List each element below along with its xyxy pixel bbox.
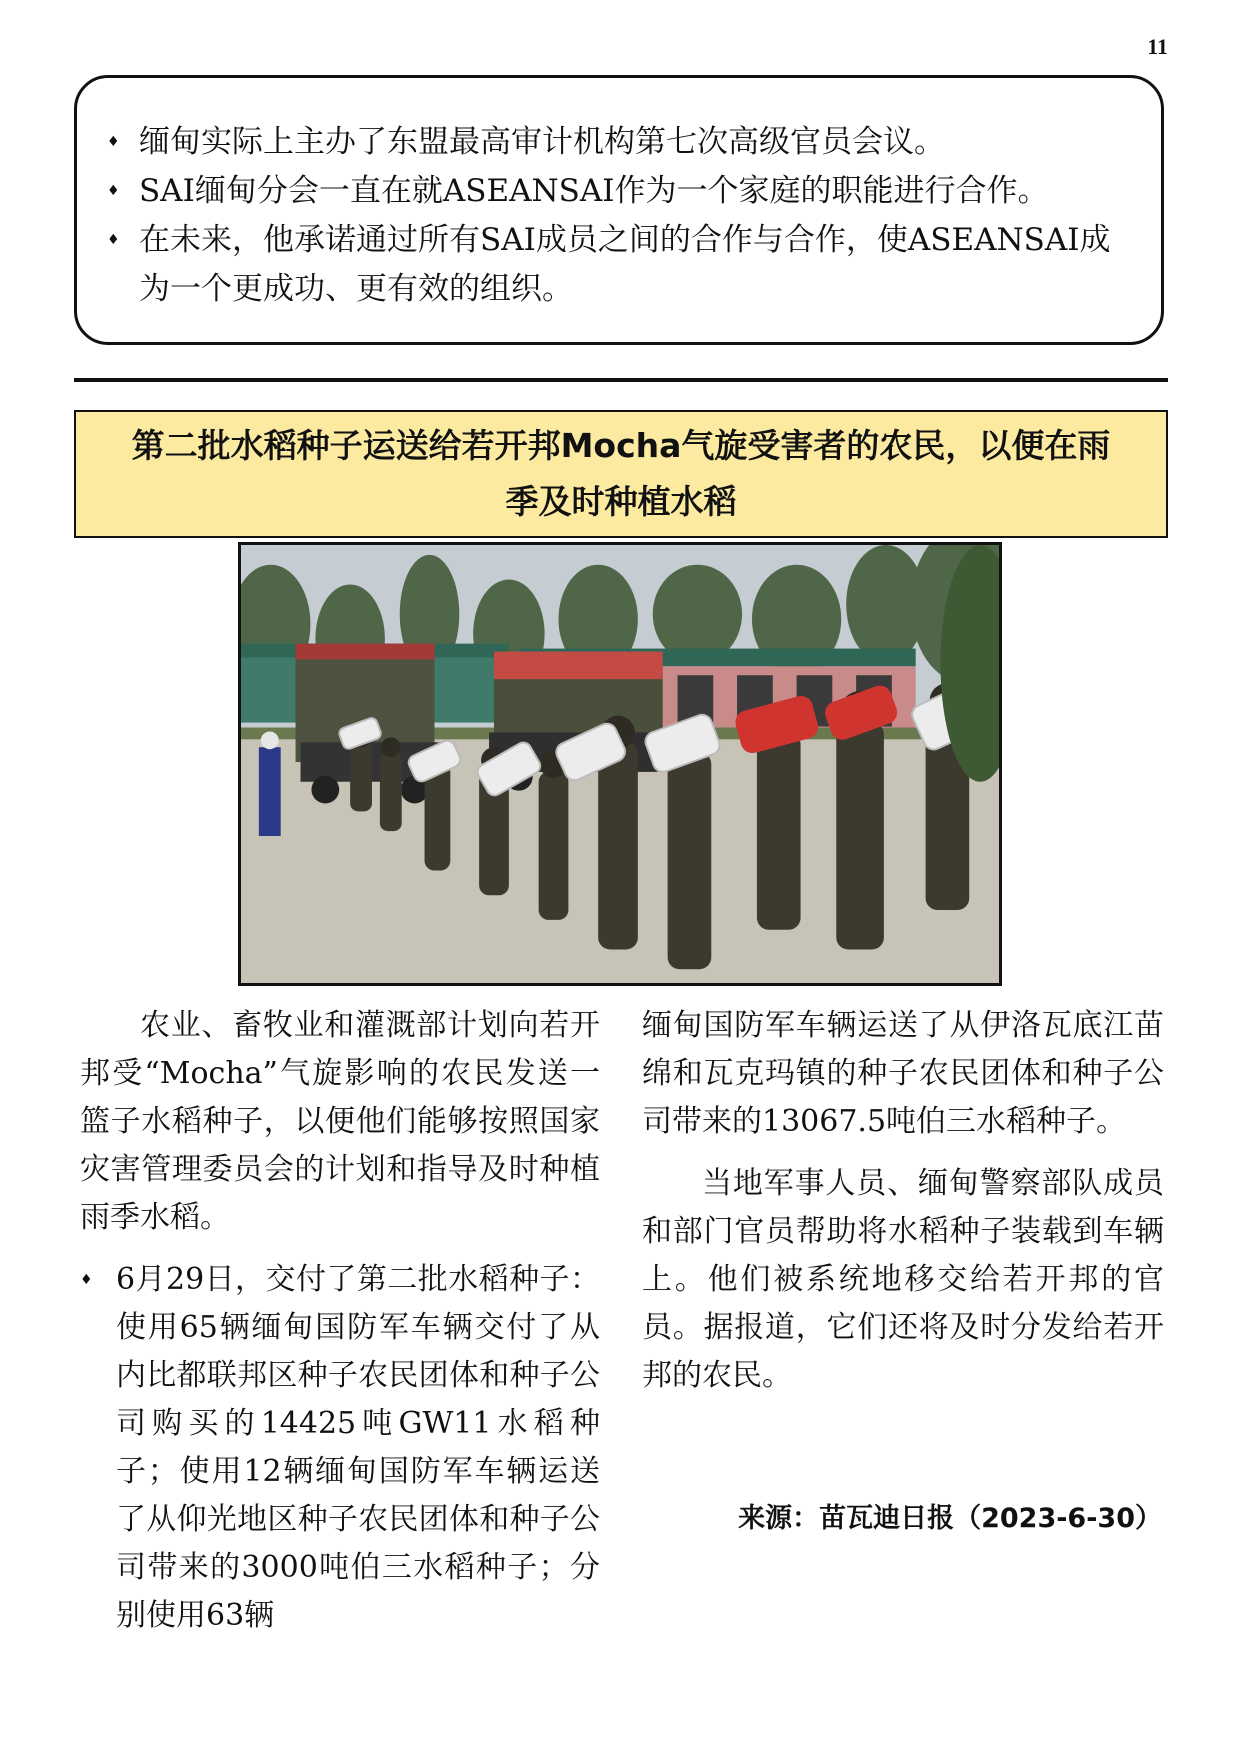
article-bullet-text: 6月29日，交付了第二批水稻种子：使用65辆缅甸国防军车辆交付了从内比都联邦区种子农民团体和种子公司购买的14425吨GW11水稻种子；使用12辆缅甸国防军车辆运送了从仰光地区种子农民团体和种子公司带来的3000吨伯三水稻种子；分别使用63辆 — [116, 1262, 600, 1633]
article-right-column — [642, 1002, 1164, 1400]
summary-item-text: 在未来，他承诺通过所有SAI成员之间的合作与合作，使ASEANSAI成为一个更成功、更有效的组织。 — [139, 222, 1111, 307]
article-closing-paragraph: 当地军事人员、缅甸警察部队成员和部门官员帮助将水稻种子装载到车辆上。他们被系统地移交给若开邦的官员。据报道，它们还将及时分发给若开邦的农民。 — [642, 1166, 1164, 1393]
diamond-bullet-icon: ♦ — [107, 232, 120, 248]
summary-item — [107, 118, 1141, 167]
article-intro-paragraph: 农业、畜牧业和灌溉部计划向若开邦受“Mocha”气旋影响的农民发送一篮子水稻种子，以便他们能够按照国家灾害管理委员会的计划和指导及时种植雨季水稻。 — [80, 1008, 600, 1235]
article-source: 来源：苗瓦迪日报（2023-6-30） — [738, 1503, 1162, 1534]
diamond-bullet-icon: ♦ — [80, 1272, 93, 1288]
page-number: 11 — [1147, 34, 1168, 59]
summary-item — [107, 167, 1141, 216]
headline-line-2: 季及时种植水稻 — [505, 482, 737, 521]
section-divider — [74, 378, 1168, 382]
summary-item-text: SAI缅甸分会一直在就ASEANSAI作为一个家庭的职能进行合作。 — [139, 173, 1049, 209]
article-bullet — [80, 1256, 600, 1640]
article-headline — [74, 410, 1168, 538]
photo-soldiers-loading-rice-seed-sacks-icon — [241, 545, 999, 983]
article-left-column — [80, 1002, 600, 1640]
summary-box — [74, 75, 1164, 345]
article-photo — [238, 542, 1002, 986]
headline-line-1: 第二批水稻种子运送给若开邦Mocha气旋受害者的农民，以便在雨 — [131, 426, 1111, 465]
article-continuation-paragraph: 缅甸国防军车辆运送了从伊洛瓦底江苗绵和瓦克玛镇的种子农民团体和种子公司带来的13067.5吨伯三水稻种子。 — [642, 1008, 1164, 1139]
summary-item — [107, 216, 1141, 314]
diamond-bullet-icon: ♦ — [107, 183, 120, 199]
summary-item-text: 缅甸实际上主办了东盟最高审计机构第七次高级官员会议。 — [139, 124, 945, 160]
diamond-bullet-icon: ♦ — [107, 134, 120, 150]
